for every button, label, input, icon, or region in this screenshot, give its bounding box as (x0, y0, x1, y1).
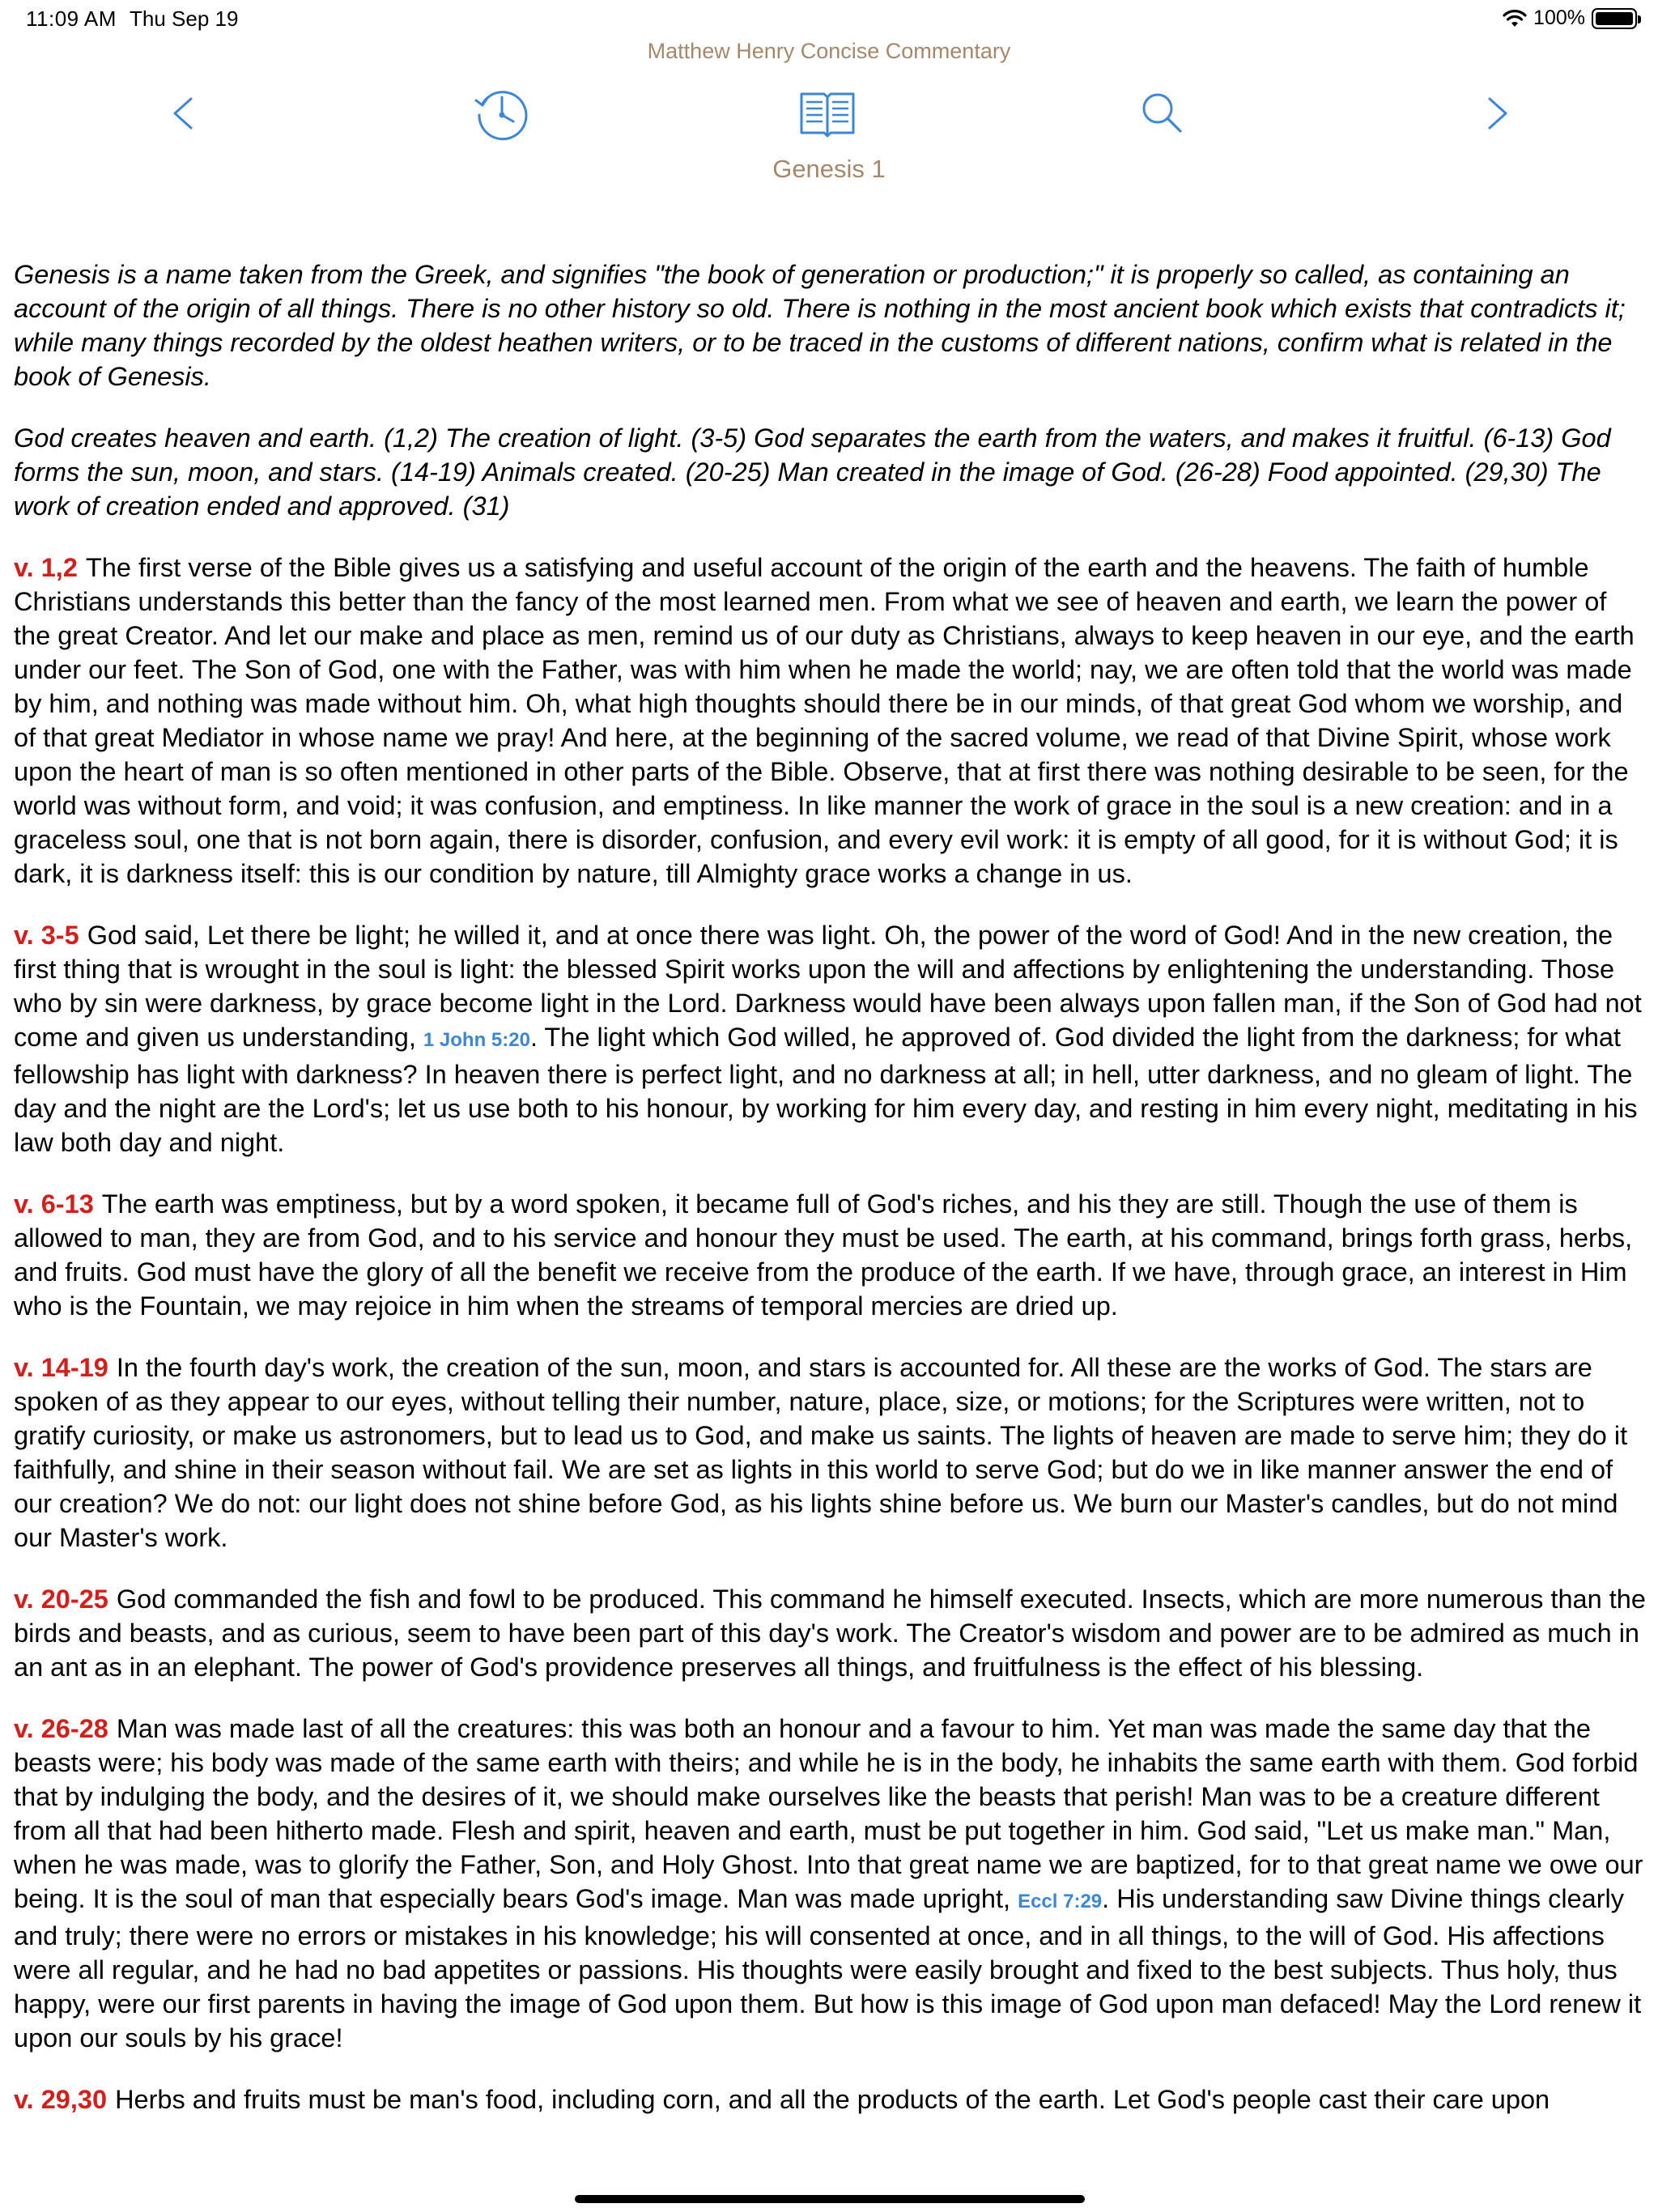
commentary-section (14, 918, 1647, 1159)
commentary-section (14, 1351, 1647, 1555)
chapter-title: Genesis 1 (772, 155, 886, 183)
history-button[interactable] (468, 81, 536, 146)
status-bar (0, 0, 1658, 40)
commentary-section (14, 1582, 1647, 1684)
book-icon (797, 87, 858, 139)
verse-reference-link[interactable]: v. 26-28 (14, 1714, 108, 1743)
search-button[interactable] (1129, 81, 1197, 146)
chevron-right-icon (1482, 94, 1514, 133)
status-indicators (1503, 6, 1637, 30)
battery-icon (1592, 8, 1637, 29)
chevron-left-icon (167, 94, 199, 133)
commentary-text: God said, Let there be light; he willed it, and at once there was light. Oh, the power of the word of God! And in the new creation, the first thing that is wrought in the soul is light: the blessed Spirit works upon the will and affections by enlightening the understanding. Those who by sin were darkness, by grace become light in the Lord. Darkness would have been always upon fallen man, if the Son of God had not come and given us understanding, (14, 921, 1642, 1052)
commentary-text: . The light which God willed, he approved of. God divided the light from the darkness; for what fellowship has light with darkness? In heaven there is perfect light, and no darkness at all; in hell, utter darkness, and no gleam of light. The day and the night are the Lord's; let us use both to his honour, by working for him every day, and resting in him every night, meditating in his law both day and night. (14, 1023, 1638, 1157)
cross-reference-link[interactable]: 1 John 5:20 (423, 1029, 530, 1051)
status-date: Thu Sep 19 (130, 6, 239, 31)
cross-reference-link[interactable]: Eccl 7:29 (1018, 1891, 1103, 1912)
verse-reference-link[interactable]: v. 3-5 (14, 921, 79, 950)
verse-reference-link[interactable]: v. 20-25 (14, 1585, 108, 1614)
commentary-text: The first verse of the Bible gives us a satisfying and useful account of the origin of the earth and the heavens. The faith of humble Christians understands this better than the fancy of the most learned men. From what we see of heaven and earth, we learn the power of the great Creator. And let our make and place as men, remind us of our duty as Christians, always to keep heaven in our eye, and the earth under our feet. The Son of God, one with the Father, was with him when he made the world; nay, we are often told that the world was made by him, and nothing was made without him. Oh, what high thoughts should there be in our minds, of that great God whom we worship, and of that great Mediator in whose name we pray! And here, at the beginning of the sacred volume, we read of that Divine Spirit, whose work upon the heart of man is so often mentioned in other parts of the Bible. Observe, that at first there was nothing desirable to be seen, for the world was without form, and void; it was confusion, and emptiness. In like manner the work of grace in the soul is a new creation: and in a graceless soul, one that is not born again, there is disorder, confusion, and every evil work: it is empty of all good, for it is without God; it is dark, it is darkness itself: this is our condition by nature, till Almighty grace works a change in us. (14, 553, 1635, 888)
commentary-text: Man was made last of all the creatures: this was both an honour and a favour to him. Yet man was made the same day that the beasts were; his body was made of the same earth with theirs; and while he is in the body, he inhabits the same earth with them. God forbid that by indulging the body, and the desires of it, we should make ourselves like the beasts that perish! Man was to be a creature different from all that had been hitherto made. Flesh and spirit, heaven and earth, must be put together in him. God said, "Let us make man." Man, when he was made, was to glorify the Father, Son, and Holy Ghost. Into that great name we are baptized, for to that great name we owe our being. It is the soul of man that especially bears God's image. Man was made upright, (14, 1714, 1643, 1913)
battery-percentage: 100% (1533, 6, 1585, 29)
wifi-icon (1503, 10, 1527, 28)
verse-reference-link[interactable]: v. 6-13 (14, 1189, 94, 1219)
commentary-section (14, 551, 1647, 891)
commentary-section (14, 1712, 1647, 2055)
commentary-text: In the fourth day's work, the creation of the sun, moon, and stars is accounted for. All these are the works of God. The stars are spoken of as they appear to our eyes, without telling their number, nature, place, size, or motions; for the Scriptures were written, not to gratify curiosity, or make us astronomers, but to lead us to God, and make us saints. The lights of heaven are made to serve him; they do it faithfully, and shine in their season without fail. We are set as lights in this world to serve God; but do we in like manner answer the end of our creation? We do not: our light does not shine before God, as his lights shine before us. We burn our Master's candles, but do not mind our Master's work. (14, 1353, 1628, 1552)
commentary-text: Herbs and fruits must be man's food, including corn, and all the products of the earth. Let God's people cast their care upon (115, 2085, 1550, 2114)
app-title: Matthew Henry Concise Commentary (647, 39, 1011, 63)
books-button[interactable] (793, 81, 861, 146)
toolbar (0, 81, 1658, 146)
commentary-text: God commanded the fish and fowl to be produced. This command he himself executed. Insects, which are more numerous than the birds and beasts, and as curious, seem to have been part of this day's work. The Creator's wisdom and power are to be admired as much in an ant as in an elephant. The power of God's providence preserves all things, and fruitfulness is the effect of his blessing. (14, 1585, 1646, 1682)
battery-level (1596, 12, 1633, 25)
commentary-section (14, 2082, 1647, 2116)
verse-reference-link[interactable]: v. 29,30 (14, 2085, 108, 2114)
next-chapter-button[interactable] (1464, 81, 1532, 146)
home-indicator[interactable] (575, 2195, 1085, 2203)
chapter-outline-paragraph: God creates heaven and earth. (1,2) The creation of light. (3-5) God separates the earth from the waters, and makes it fruitful. (6-13) God forms the sun, moon, and stars. (14-19) Animals created. (20-25) Man created in the image of God. (26-28) Food appointed. (29,30) The work of creation ended and approved. (31) (14, 423, 1611, 521)
verse-reference-link[interactable]: v. 14-19 (14, 1353, 108, 1382)
introduction-paragraph: Genesis is a name taken from the Greek, and signifies "the book of generation or production;" it is properly so called, as containing an account of the origin of all things. There is no other history so old. There is nothing in the most ancient book which exists that contradicts it; while many things recorded by the oldest heathen writers, or to be traced in the customs of different nations, confirm what is related in the book of Genesis. (14, 260, 1626, 391)
search-icon (1138, 89, 1187, 138)
status-time: 11:09 AM (26, 6, 117, 31)
commentary-section (14, 1187, 1647, 1323)
commentary-content (14, 257, 1647, 2144)
commentary-text: The earth was emptiness, but by a word spoken, it became full of God's riches, and his they are still. Though the use of them is allowed to man, they are from God, and to his service and honour they must be used. The earth, at his command, brings forth grass, herbs, and fruits. God must have the glory of all the benefit we receive from the produce of the earth. If we have, through grace, an interest in Him who is the Fountain, we may rejoice in him when the streams of temporal mercies are dried up. (14, 1189, 1633, 1321)
previous-chapter-button[interactable] (149, 81, 217, 146)
verse-reference-link[interactable]: v. 1,2 (14, 553, 78, 582)
commentary-text: . His understanding saw Divine things clearly and truly; there were no errors or mistakes in his knowledge; his will consented at once, and in all things, to the will of God. His affections were all regular, and he had no bad appetites or passions. His thoughts were easily brought and fixed to the best subjects. Thus holy, thus happy, were our first parents in having the image of God upon them. But how is this image of God upon man defaced! May the Lord renew it upon our souls by his grace! (14, 1884, 1642, 2052)
history-icon (471, 83, 533, 144)
